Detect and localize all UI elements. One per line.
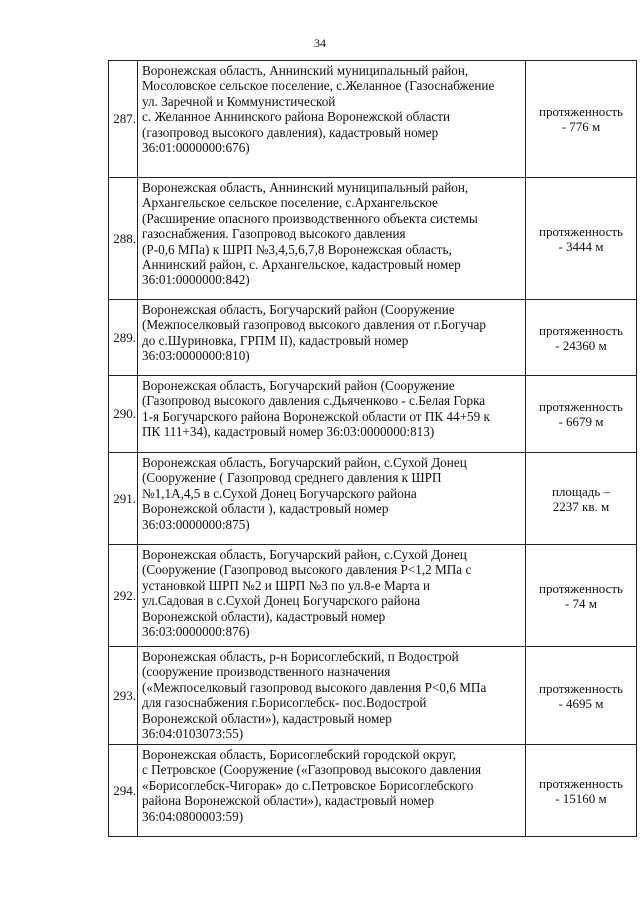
size-line: - 6679 м <box>558 414 604 429</box>
object-description <box>138 745 526 837</box>
page-number: 34 <box>314 36 326 50</box>
description-line: Архангельское сельское поселение, с.Архангельское <box>142 195 438 211</box>
object-size <box>526 61 637 178</box>
size-line: протяженность <box>539 322 623 338</box>
description-line: (газопровод высокого давления), кадастровый номер <box>142 124 439 140</box>
size-line: - 776 м <box>561 119 601 134</box>
description-line: («Межпоселковый газопровод высокого давления Р<0,6 МПа <box>142 679 487 695</box>
row-number: 290. <box>109 376 138 453</box>
description-line: (Межпоселковый газопровод высокого давления от г.Богучар <box>142 317 487 333</box>
row-number: 291. <box>109 453 138 545</box>
description-line: 1-я Богучарского района Воронежской области от ПК 44+59 к <box>142 408 490 424</box>
description-line: 36:01:0000000:676) <box>142 140 250 156</box>
description-line: 36:01:0000000:842) <box>142 272 250 288</box>
size-line: протяженность <box>539 775 623 791</box>
description-line: Воронежская область, Богучарский район, с.Сухой Донец <box>142 547 467 562</box>
object-size <box>526 453 637 545</box>
object-description <box>138 300 526 376</box>
size-line: протяженность <box>539 223 623 239</box>
row-number: 292. <box>109 545 138 647</box>
description-line: (сооружение производственного назначения <box>142 664 391 680</box>
table-row <box>109 61 637 178</box>
description-line: с Петровское (Сооружение («Газопровод высокого давления <box>142 762 482 778</box>
description-line: района Воронежской области»), кадастровый номер <box>142 793 435 809</box>
size-line: - 4695 м <box>558 695 604 711</box>
description-line: №1,1А,4,5 в с.Сухой Донец Богучарского района <box>142 485 417 501</box>
registry-rows <box>109 61 637 837</box>
table-row <box>109 178 637 300</box>
description-line: Мосоловское сельское поселение, с.Желанное (Газоснабжение <box>142 78 495 94</box>
description-line: ул.Садовая в с.Сухой Донец Богучарского района <box>142 593 421 609</box>
object-description <box>138 545 526 647</box>
description-line: Воронежская область, р-н Борисоглебский, п Водострой <box>142 649 459 664</box>
description-line: установкой ШРП №2 и ШРП №3 по ул.8-е Марта и <box>142 577 431 593</box>
description-line: (Сооружение (Газопровод высокого давления Р<1,2 МПа с <box>142 562 472 578</box>
object-description <box>138 61 526 178</box>
description-line: Воронежская область, Борисоглебский городской округ, <box>142 747 457 762</box>
description-line: (Сооружение ( Газопровод среднего давления к ШРП <box>142 470 442 486</box>
description-line: Воронежская область, Аннинский муниципальный район, <box>142 180 469 195</box>
description-line: 36:04:0103073:55) <box>142 726 244 742</box>
table-row <box>109 300 637 376</box>
row-number: 294. <box>109 745 138 837</box>
description-line: с. Желанное Аннинского района Воронежской области <box>142 109 451 125</box>
size-line: - 74 м <box>564 595 598 611</box>
description-line: ПК 111+34), кадастровый номер 36:03:0000000:813) <box>142 424 435 440</box>
description-line: (Р-0,6 МПа) к ШРП №3,4,5,6,7,8 Воронежская область, <box>142 241 452 257</box>
size-line: 2237 кв. м <box>552 498 610 514</box>
table-row <box>109 647 637 745</box>
size-line: - 15160 м <box>555 790 607 806</box>
description-line: 36:03:0000000:876) <box>142 624 250 640</box>
row-number: 289. <box>109 300 138 376</box>
description-line: Воронежская область, Богучарский район (Сооружение <box>142 302 455 317</box>
description-line: Воронежская область, Богучарский район, с.Сухой Донец <box>142 455 467 470</box>
description-line: ул. Заречной и Коммунистической <box>142 93 336 109</box>
object-description <box>138 453 526 545</box>
description-line: Воронежской области), кадастровый номер <box>142 608 386 624</box>
description-line: «Борисоглебск-Чигорак» до с.Петровское Борисоглебского <box>142 777 474 793</box>
size-line: - 3444 м <box>558 238 604 254</box>
description-line: для газоснабжения г.Борисоглебск- пос.Водострой <box>142 695 427 711</box>
description-line: (Расширение опасного производственного объекта системы <box>142 210 478 226</box>
row-number: 287. <box>109 61 138 178</box>
size-line: протяженность <box>539 104 623 119</box>
row-number: 293. <box>109 647 138 745</box>
object-size <box>526 300 637 376</box>
table-row <box>109 376 637 453</box>
object-size <box>526 647 637 745</box>
size-line: протяженность <box>539 399 623 414</box>
description-line: 36:03:0000000:875) <box>142 516 250 532</box>
size-line: протяженность <box>539 580 623 596</box>
size-line: - 24360 м <box>555 337 607 353</box>
table-row <box>109 545 637 647</box>
description-line: (Газопровод высокого давления с.Дьяченково - с.Белая Горка <box>142 393 486 409</box>
object-size <box>526 178 637 300</box>
description-line: газоснабжения. Газопровод высокого давления <box>142 226 406 242</box>
description-line: до с.Шуриновка, ГРПМ II), кадастровый номер <box>142 332 409 348</box>
description-line: 36:04:0800003:59) <box>142 808 244 824</box>
description-line: Воронежская область, Аннинский муниципальный район, <box>142 63 469 78</box>
table-row <box>109 453 637 545</box>
description-line: 36:03:0000000:810) <box>142 348 250 364</box>
description-line: Воронежская область, Богучарский район (Сооружение <box>142 378 455 393</box>
object-description <box>138 178 526 300</box>
description-line: Воронежской области ), кадастровый номер <box>142 501 389 517</box>
object-size <box>526 745 637 837</box>
description-line: Аннинский район, с. Архангельское, кадастровый номер <box>142 257 461 273</box>
registry-table <box>108 60 637 837</box>
object-size <box>526 545 637 647</box>
size-line: площадь – <box>551 483 611 499</box>
description-line: Воронежской области»), кадастровый номер <box>142 710 392 726</box>
table-row <box>109 745 637 837</box>
object-description <box>138 647 526 745</box>
row-number: 288. <box>109 178 138 300</box>
object-size <box>526 376 637 453</box>
object-description <box>138 376 526 453</box>
size-line: протяженность <box>539 680 623 696</box>
